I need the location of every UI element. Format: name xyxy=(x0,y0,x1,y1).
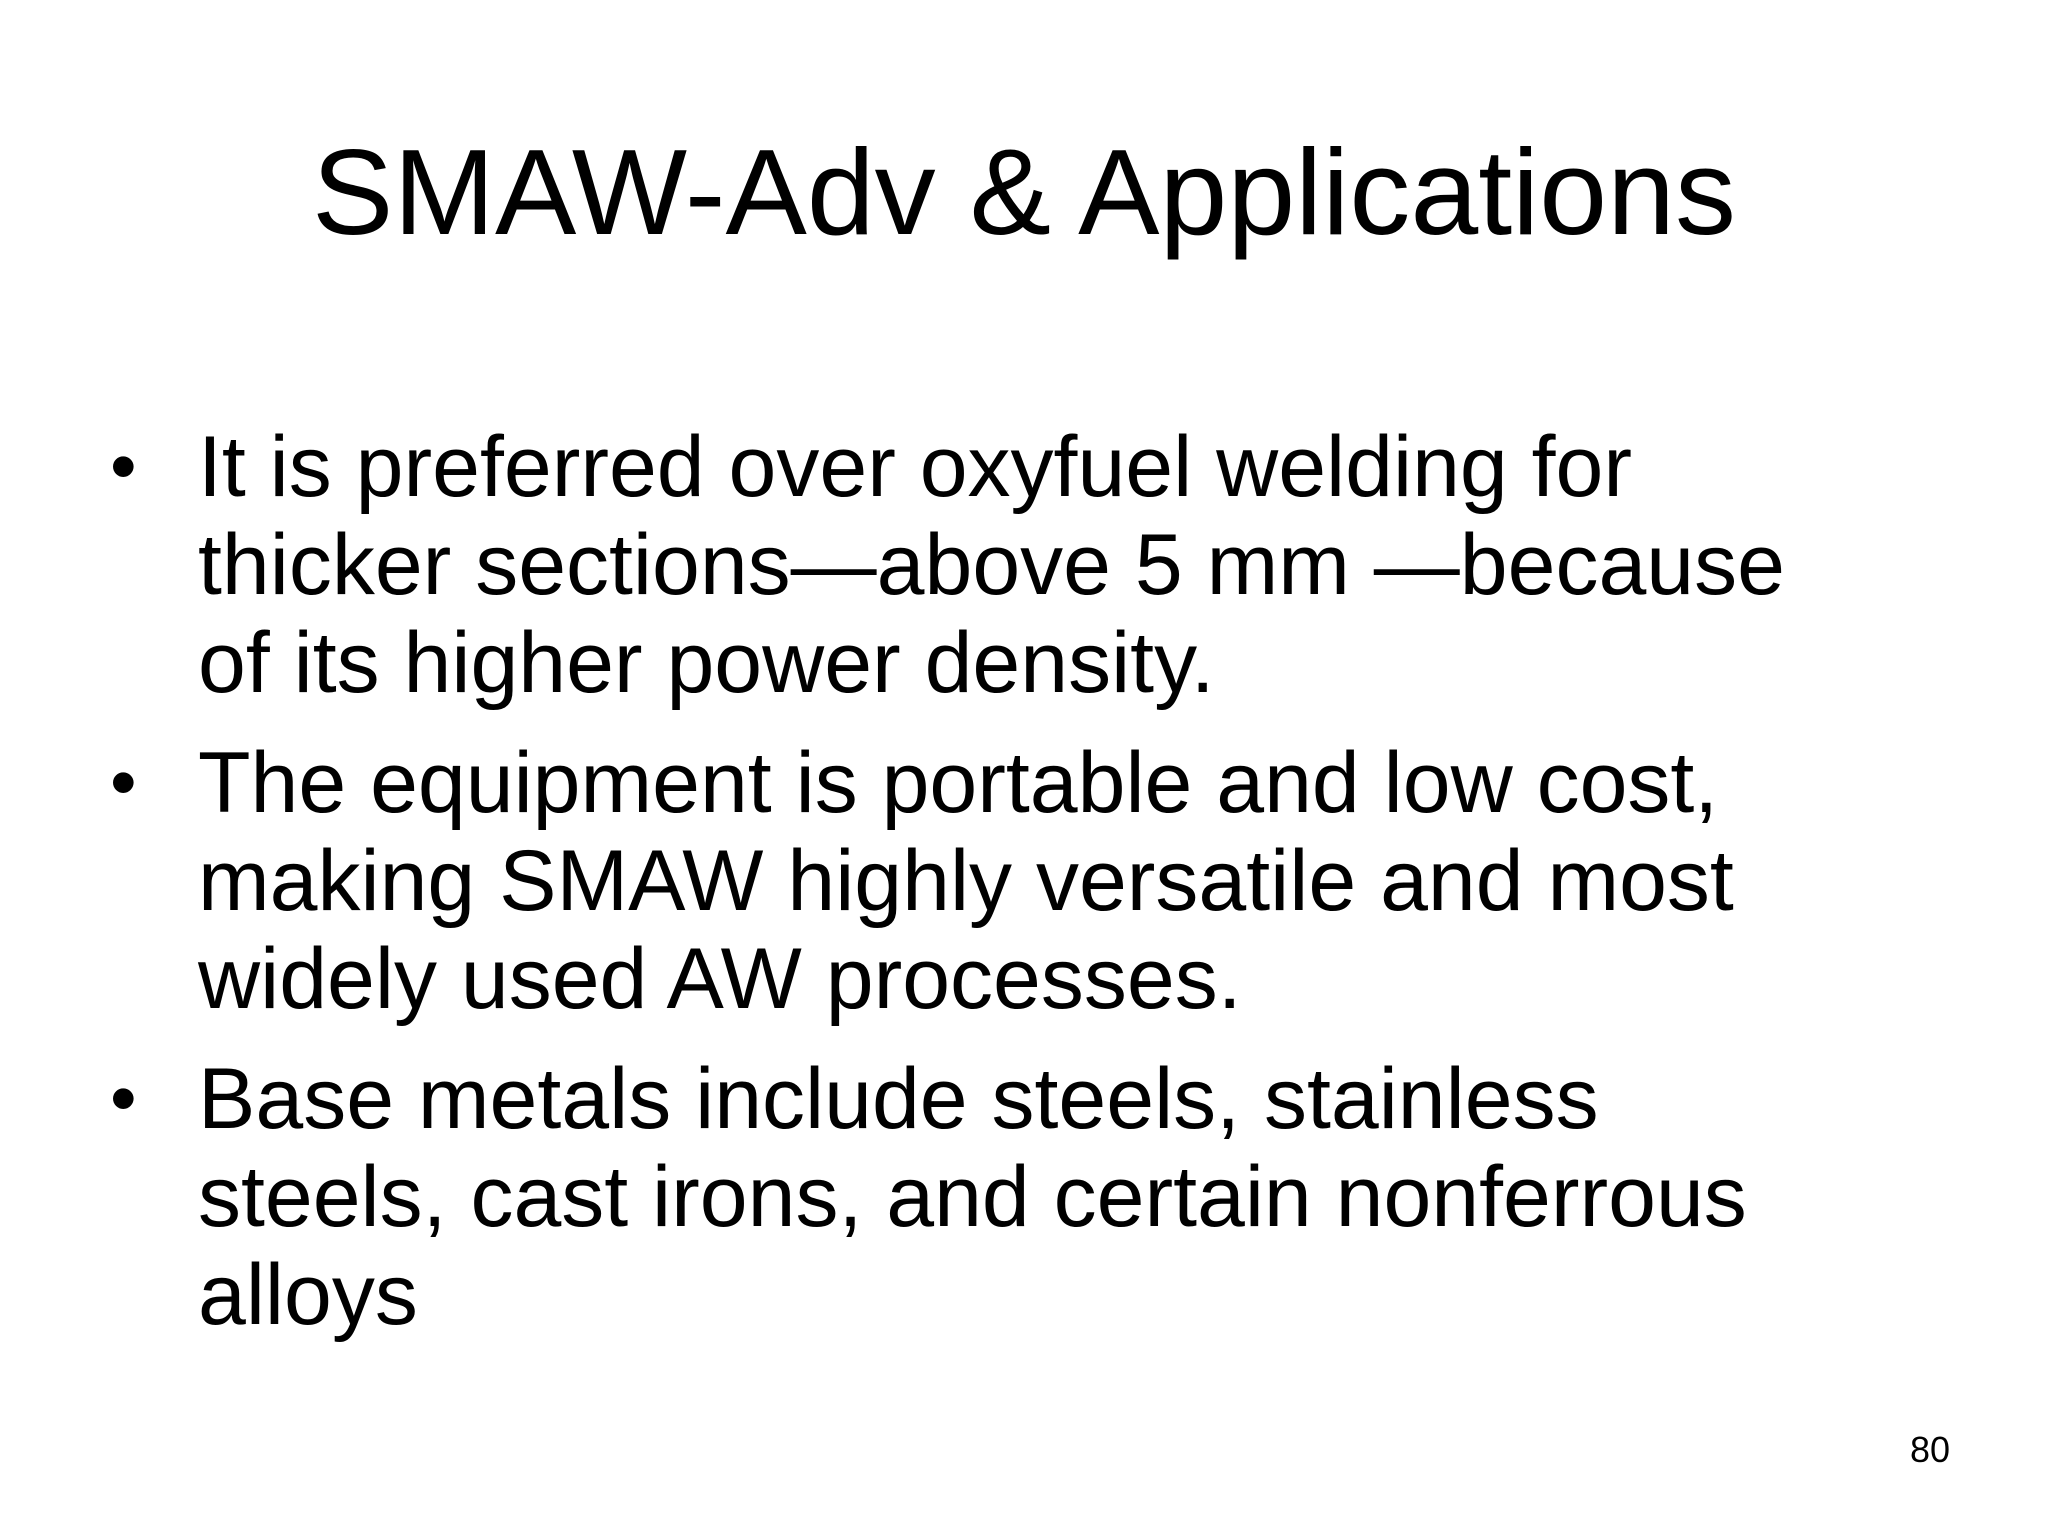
bullet-text-line: thicker sections—above 5 mm —because xyxy=(198,517,1785,613)
bullet-item xyxy=(110,1050,1970,1344)
bullet-text-line: Base metals include steels, stainless xyxy=(198,1051,1599,1147)
bullet-text-line: making SMAW highly versatile and most xyxy=(198,833,1734,929)
bullet-text-line: The equipment is portable and low cost, xyxy=(198,735,1719,831)
bullet-icon: • xyxy=(110,740,137,825)
bullet-text-line: It is preferred over oxyfuel welding for xyxy=(198,419,1632,515)
bullet-icon: • xyxy=(110,424,137,509)
bullet-icon: • xyxy=(110,1056,137,1141)
bullet-text-line: alloys xyxy=(198,1247,418,1343)
bullet-item xyxy=(110,418,1970,712)
bullet-text-line: of its higher power density. xyxy=(198,615,1215,711)
page-number: 80 xyxy=(1909,1429,1950,1470)
bullet-item xyxy=(110,734,1970,1028)
bullet-text-line: widely used AW processes. xyxy=(198,931,1242,1027)
slide-title: SMAW-Adv & Applications xyxy=(312,124,1736,260)
bullet-text-line: steels, cast irons, and certain nonferrous xyxy=(198,1149,1747,1245)
bullet-list xyxy=(110,418,1970,1366)
